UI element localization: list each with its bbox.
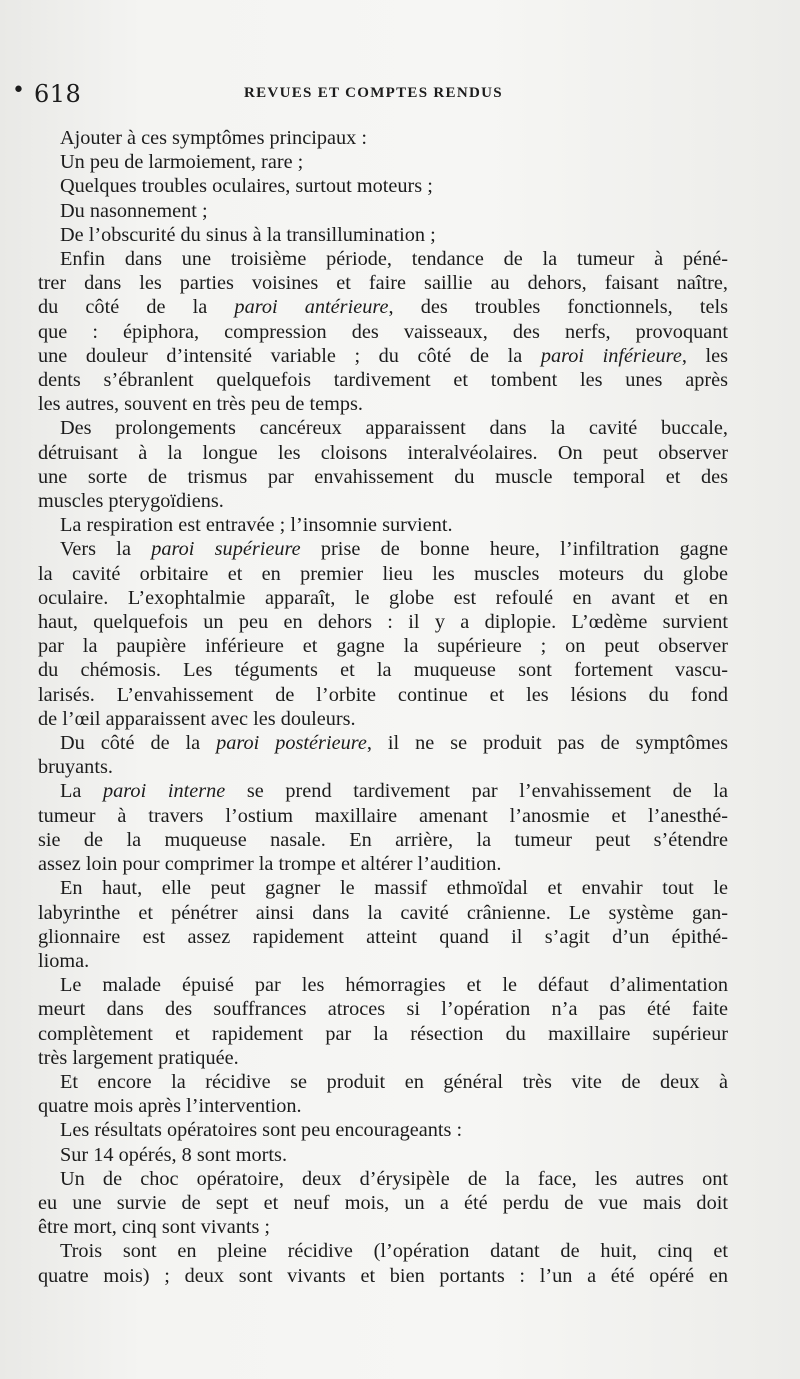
- italic-text: paroi interne: [103, 780, 226, 803]
- text-line: bruyants.: [38, 756, 113, 779]
- text-line: Et encore la récidive se produit en général très vite de deux à: [60, 1070, 728, 1093]
- text-line: oculaire. L’exophtalmie apparaît, le globe est refoulé en avant et en: [38, 586, 728, 609]
- text-line: Enfin dans une troisième période, tendance de la tumeur à péné-: [60, 248, 728, 271]
- text-line: lioma.: [38, 949, 90, 972]
- text-segment: Du côté de la: [60, 732, 217, 755]
- text-line: La respiration est entravée ; l’insomnie survient.: [60, 514, 453, 537]
- text-line: que : épiphora, compression des vaisseaux, des nerfs, provoquant: [38, 320, 728, 343]
- text-line: tumeur à travers l’ostium maxillaire amenant l’anosmie et l’anesthé-: [38, 804, 728, 827]
- text-line: par la paupière inférieure et gagne la supérieure ; on peut observer: [38, 635, 728, 658]
- text-line: En haut, elle peut gagner le massif ethmoïdal et envahir tout le: [60, 877, 728, 900]
- text-line: Ajouter à ces symptômes principaux :: [60, 127, 367, 149]
- text-line: muscles pterygoïdiens.: [38, 490, 224, 513]
- running-title: REVUES ET COMPTES RENDUS: [244, 85, 503, 101]
- text-line: être mort, cinq sont vivants ;: [38, 1216, 271, 1239]
- italic-text: paroi postérieure: [216, 732, 367, 755]
- text-line: la cavité orbitaire et en premier lieu les muscles moteurs du globe: [38, 562, 728, 585]
- page-number: 618: [34, 80, 82, 108]
- text-line: labyrinthe et pénétrer ainsi dans la cavité crânienne. Le système gan-: [38, 901, 728, 924]
- text-line: Un de choc opératoire, deux d’érysipèle de la face, les autres ont: [60, 1167, 728, 1190]
- text-line: eu une survie de sept et neuf mois, un a été perdu de vue mais doit: [38, 1191, 728, 1214]
- text-line: Du nasonnement ;: [60, 199, 208, 222]
- text-line: sie de la muqueuse nasale. En arrière, la tumeur peut s’étendre: [38, 828, 728, 851]
- text-line: les autres, souvent en très peu de temps.: [38, 393, 363, 416]
- text-line: larisés. L’envahissement de l’orbite continue et les lésions du fond: [38, 683, 728, 706]
- text-segment: , les: [681, 344, 729, 367]
- text-line: De l’obscurité du sinus à la transillumination ;: [60, 223, 436, 246]
- text-line: Des prolongements cancéreux apparaissent dans la cavité buccale,: [60, 417, 728, 440]
- text-line: haut, quelquefois un peu en dehors : il y a diplopie. L’œdème survient: [38, 611, 728, 634]
- text-line: [38, 779, 728, 803]
- text-line: quatre mois après l’intervention.: [38, 1095, 302, 1118]
- text-line: du chémosis. Les téguments et la muqueuse sont fortement vascu-: [38, 659, 728, 682]
- text-line: trer dans les parties voisines et faire saillie au dehors, faisant naître,: [38, 272, 728, 295]
- text-line: [38, 344, 728, 368]
- text-segment: se prend tardivement par l’envahissement de la: [225, 780, 728, 803]
- text-line: Trois sont en pleine récidive (l’opération datant de huit, cinq et: [60, 1240, 728, 1263]
- text-line: dents s’ébranlent quelquefois tardivement et tombent les unes après: [38, 369, 728, 392]
- text-line: Le malade épuisé par les hémorragies et le défaut d’alimentation: [60, 974, 728, 997]
- text-segment: du côté de la: [38, 296, 235, 319]
- text-line: très largement pratiquée.: [38, 1046, 239, 1069]
- italic-text: paroi supérieure: [151, 538, 301, 561]
- text-segment: une douleur d’intensité variable ; du côté de la: [38, 344, 541, 367]
- text-line: assez loin pour comprimer la trompe et altérer l’audition.: [38, 853, 502, 876]
- text-line: meurt dans des souffrances atroces si l’opération n’a pas été faite: [38, 998, 728, 1021]
- italic-text: paroi inférieure: [540, 344, 682, 367]
- text-segment: Vers la: [60, 538, 152, 561]
- text-line: Quelques troubles oculaires, surtout moteurs ;: [60, 175, 433, 198]
- text-line: complètement et rapidement par la résection du maxillaire supérieur: [38, 1022, 728, 1045]
- page-header: [0, 78, 800, 108]
- text-line: [38, 295, 728, 319]
- text-segment: prise de bonne heure, l’infiltration gagne: [300, 538, 728, 561]
- margin-bullet: •: [12, 78, 25, 103]
- text-line: Un peu de larmoiement, rare ;: [60, 151, 304, 174]
- text-line: quatre mois) ; deux sont vivants et bien portants : l’un a été opéré en: [38, 1264, 728, 1287]
- text-segment: , des troubles fonctionnels, tels: [388, 296, 729, 319]
- text-line: une sorte de trismus par envahissement du muscle temporal et des: [38, 465, 728, 488]
- text-segment: La: [60, 780, 104, 803]
- text-line: Les résultats opératoires sont peu encourageants :: [60, 1119, 463, 1142]
- text-line: Sur 14 opérés, 8 sont morts.: [60, 1143, 288, 1166]
- text-line: de l’œil apparaissent avec les douleurs.: [38, 707, 356, 730]
- text-segment: , il ne se produit pas de symptômes: [366, 732, 728, 755]
- italic-text: paroi antérieure: [234, 296, 389, 319]
- text-line: glionnaire est assez rapidement atteint quand il s’agit d’un épithé-: [38, 925, 728, 948]
- text-line: détruisant à la longue les cloisons interalvéolaires. On peut observer: [38, 441, 728, 464]
- body-text: [38, 126, 728, 1288]
- text-line: [38, 731, 728, 755]
- text-line: [38, 537, 728, 561]
